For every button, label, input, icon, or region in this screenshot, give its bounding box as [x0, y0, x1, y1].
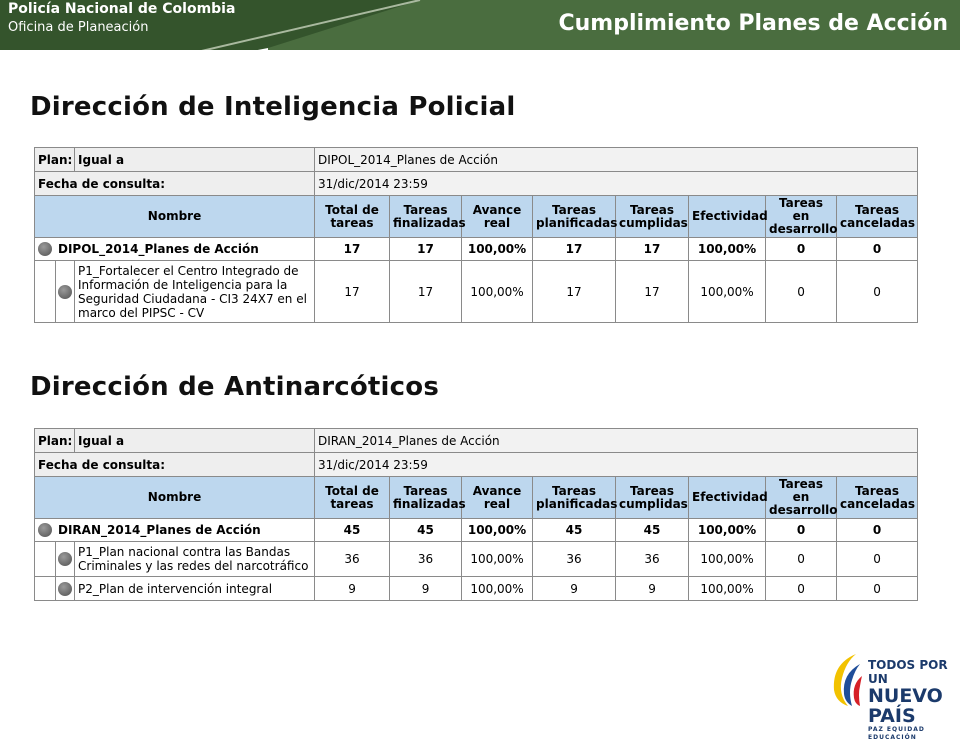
col-header-efectividad: Efectividad: [689, 477, 766, 519]
plan-label: Plan:: [35, 148, 75, 172]
cell-avance: 100,00%: [462, 238, 533, 261]
section-title-dipol: Dirección de Inteligencia Policial: [30, 92, 516, 122]
plan-name: DIRAN_2014_Planes de Acción: [58, 522, 261, 537]
cell-cumplidas: 36: [616, 542, 689, 577]
table-row[interactable]: [35, 577, 918, 601]
indent-cell: [35, 542, 56, 577]
cell-desarrollo: 0: [766, 542, 837, 577]
cell-canceladas: 0: [837, 519, 918, 542]
colombia-emblem-icon: [826, 650, 866, 710]
fecha-value: 31/dic/2014 23:59: [315, 453, 918, 477]
cell-total: 17: [315, 261, 390, 323]
col-header-avance: Avance real: [462, 477, 533, 519]
column-header-row: [35, 477, 918, 519]
cell-avance: 100,00%: [462, 577, 533, 601]
plan-value: DIPOL_2014_Planes de Acción: [315, 148, 918, 172]
plan-summary-row[interactable]: [35, 519, 918, 542]
cell-total: 45: [315, 519, 390, 542]
column-header-row: [35, 196, 918, 238]
report-table-diran: [34, 428, 918, 601]
report-table-dipol: [34, 147, 918, 323]
fecha-label: Fecha de consulta:: [35, 453, 315, 477]
table-row[interactable]: [35, 542, 918, 577]
cell-cumplidas: 17: [616, 261, 689, 323]
government-logo: [826, 650, 956, 741]
col-header-cumplidas: Tareas cumplidas: [616, 477, 689, 519]
col-header-total: Total de tareas: [315, 196, 390, 238]
cell-avance: 100,00%: [462, 519, 533, 542]
expand-toggle-icon[interactable]: [38, 523, 52, 537]
cell-planificadas: 17: [533, 238, 616, 261]
cell-cumplidas: 45: [616, 519, 689, 542]
col-header-planificadas: Tareas planificadas: [533, 196, 616, 238]
indent-cell: [35, 577, 56, 601]
col-header-total: Total de tareas: [315, 477, 390, 519]
col-header-desarrollo: Tareas en desarrollo: [766, 477, 837, 519]
plan-item-name: P2_Plan de intervención integral: [75, 577, 315, 601]
logo-line-1: TODOS POR UN: [868, 658, 948, 686]
col-header-nombre: Nombre: [35, 196, 315, 238]
expand-toggle-icon[interactable]: [58, 582, 72, 596]
cell-desarrollo: 0: [766, 261, 837, 323]
indent-cell: [35, 261, 56, 323]
section-title-diran: Dirección de Antinarcóticos: [30, 372, 440, 402]
plan-name-cell: [35, 519, 315, 542]
cell-planificadas: 36: [533, 542, 616, 577]
cell-finalizadas: 9: [390, 577, 462, 601]
cell-desarrollo: 0: [766, 577, 837, 601]
plan-row: [35, 148, 918, 172]
plan-name: DIPOL_2014_Planes de Acción: [58, 241, 259, 256]
col-header-finalizadas: Tareas finalizadas: [390, 196, 462, 238]
cell-planificadas: 45: [533, 519, 616, 542]
bullet-cell: [56, 261, 75, 323]
col-header-nombre: Nombre: [35, 477, 315, 519]
col-header-desarrollo: Tareas en desarrollo: [766, 196, 837, 238]
logo-text: [868, 658, 956, 742]
plan-item-name: P1_Fortalecer el Centro Integrado de Información de Inteligencia para la Seguridad Ciudadana - CI3 24X7 en el marco del PIPSC - CV: [75, 261, 315, 323]
igual-label: Igual a: [75, 429, 315, 453]
cell-total: 9: [315, 577, 390, 601]
col-header-planificadas: Tareas planificadas: [533, 477, 616, 519]
cell-total: 17: [315, 238, 390, 261]
plan-summary-row[interactable]: [35, 238, 918, 261]
cell-efectividad: 100,00%: [689, 261, 766, 323]
plan-row: [35, 429, 918, 453]
cell-finalizadas: 17: [390, 261, 462, 323]
page-title: Cumplimiento Planes de Acción: [558, 11, 948, 36]
expand-toggle-icon[interactable]: [38, 242, 52, 256]
col-header-finalizadas: Tareas finalizadas: [390, 477, 462, 519]
cell-finalizadas: 45: [390, 519, 462, 542]
cell-canceladas: 0: [837, 542, 918, 577]
org-name: Policía Nacional de Colombia: [8, 1, 236, 17]
fecha-row: [35, 172, 918, 196]
cell-total: 36: [315, 542, 390, 577]
col-header-canceladas: Tareas canceladas: [837, 477, 918, 519]
bullet-cell: [56, 577, 75, 601]
cell-canceladas: 0: [837, 577, 918, 601]
cell-canceladas: 0: [837, 261, 918, 323]
plan-item-name: P1_Plan nacional contra las Bandas Criminales y las redes del narcotráfico: [75, 542, 315, 577]
office-name: Oficina de Planeación: [8, 20, 149, 35]
fecha-value: 31/dic/2014 23:59: [315, 172, 918, 196]
plan-label: Plan:: [35, 429, 75, 453]
col-header-efectividad: Efectividad: [689, 196, 766, 238]
cell-efectividad: 100,00%: [689, 542, 766, 577]
plan-value: DIRAN_2014_Planes de Acción: [315, 429, 918, 453]
logo-line-3: PAZ EQUIDAD EDUCACIÓN: [868, 726, 925, 741]
cell-efectividad: 100,00%: [689, 519, 766, 542]
header-org-block: [8, 1, 235, 37]
fecha-row: [35, 453, 918, 477]
cell-finalizadas: 17: [390, 238, 462, 261]
logo-line-2: NUEVO PAÍS: [868, 685, 943, 727]
cell-planificadas: 9: [533, 577, 616, 601]
cell-cumplidas: 9: [616, 577, 689, 601]
cell-planificadas: 17: [533, 261, 616, 323]
cell-avance: 100,00%: [462, 542, 533, 577]
cell-canceladas: 0: [837, 238, 918, 261]
expand-toggle-icon[interactable]: [58, 285, 72, 299]
fecha-label: Fecha de consulta:: [35, 172, 315, 196]
cell-finalizadas: 36: [390, 542, 462, 577]
bullet-cell: [56, 542, 75, 577]
cell-desarrollo: 0: [766, 238, 837, 261]
plan-name-cell: [35, 238, 315, 261]
cell-efectividad: 100,00%: [689, 238, 766, 261]
cell-cumplidas: 17: [616, 238, 689, 261]
cell-efectividad: 100,00%: [689, 577, 766, 601]
cell-avance: 100,00%: [462, 261, 533, 323]
cell-desarrollo: 0: [766, 519, 837, 542]
col-header-cumplidas: Tareas cumplidas: [616, 196, 689, 238]
table-row[interactable]: [35, 261, 918, 323]
col-header-canceladas: Tareas canceladas: [837, 196, 918, 238]
igual-label: Igual a: [75, 148, 315, 172]
expand-toggle-icon[interactable]: [58, 552, 72, 566]
col-header-avance: Avance real: [462, 196, 533, 238]
